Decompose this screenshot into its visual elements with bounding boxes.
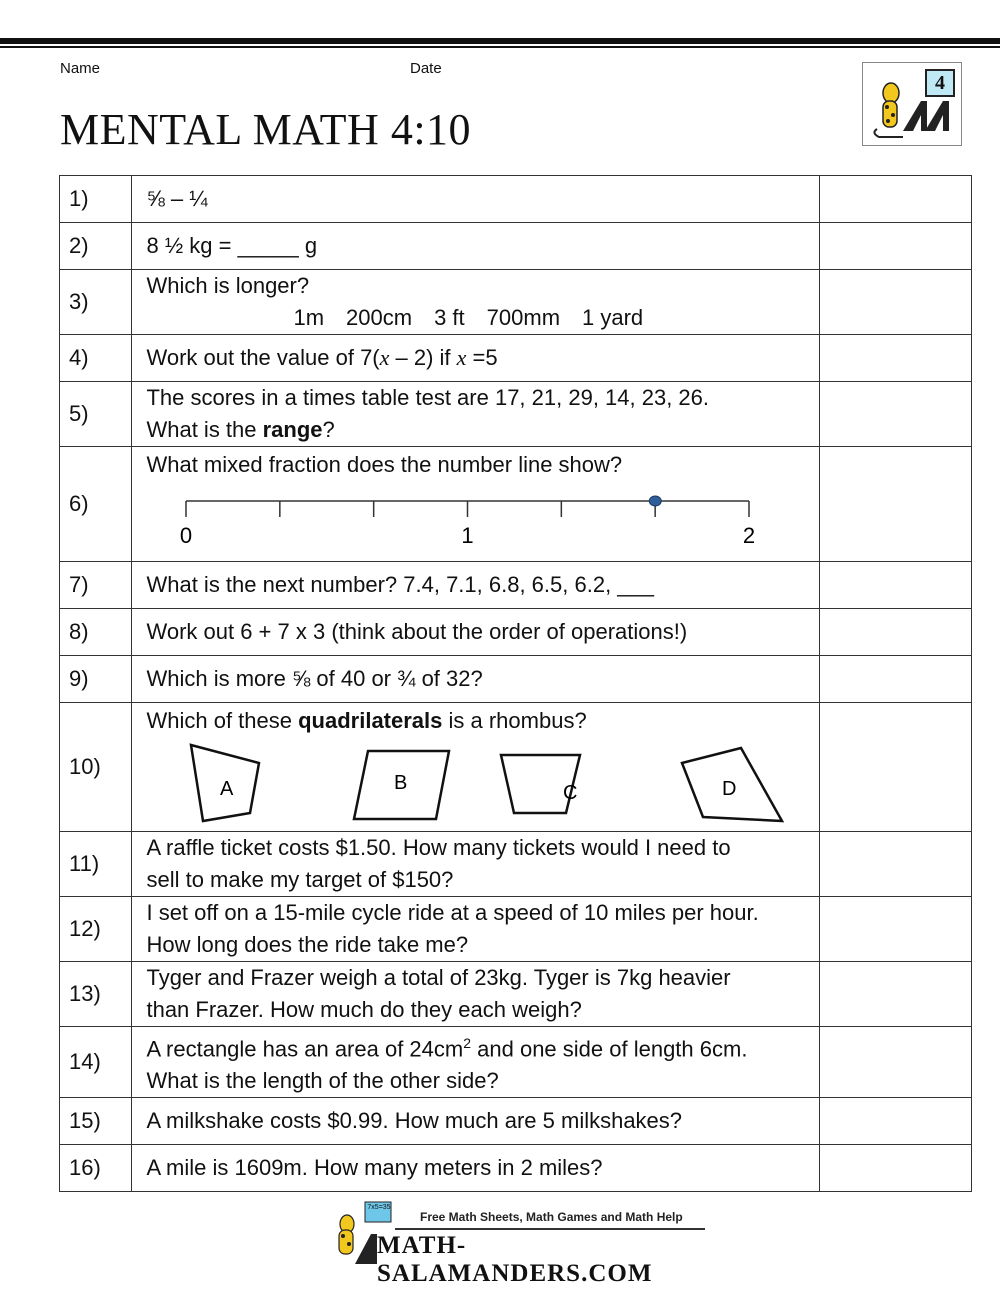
question-number: 5) xyxy=(60,382,132,447)
footer-site[interactable]: MATH-SALAMANDERS.COM xyxy=(377,1232,653,1287)
answer-box[interactable] xyxy=(819,1027,971,1098)
question-prompt: What mixed fraction does the number line show? xyxy=(146,452,623,477)
shape-label-a: A xyxy=(220,778,234,800)
question-text xyxy=(132,962,820,1027)
answer-box[interactable] xyxy=(819,270,971,335)
question-number: 7) xyxy=(60,562,132,609)
answer-box[interactable] xyxy=(819,562,971,609)
number-line-point xyxy=(650,496,662,506)
option: 200cm xyxy=(346,305,413,330)
question-number: 3) xyxy=(60,270,132,335)
text-line xyxy=(146,414,819,446)
text-line: A raffle ticket costs $1.50. How many tickets would I need to xyxy=(146,835,731,860)
question-row xyxy=(60,703,972,832)
question-row xyxy=(60,270,972,335)
top-rule-thin xyxy=(0,46,1000,48)
question-text xyxy=(132,897,820,962)
question-number: 10) xyxy=(60,703,132,832)
question-text: 8 ½ kg = _____ g xyxy=(132,223,820,270)
question-row xyxy=(60,562,972,609)
date-label: Date xyxy=(410,60,442,77)
question-number: 2) xyxy=(60,223,132,270)
answer-box[interactable] xyxy=(819,1098,971,1145)
question-number: 12) xyxy=(60,897,132,962)
answer-box[interactable] xyxy=(819,897,971,962)
footer-logo xyxy=(325,1200,710,1287)
question-text xyxy=(132,1027,820,1098)
question-row xyxy=(60,176,972,223)
footer-rule xyxy=(395,1228,705,1230)
question-number: 9) xyxy=(60,656,132,703)
text-part: What is the xyxy=(146,417,263,442)
question-prompt: Which is longer? xyxy=(146,273,310,298)
option: 1 yard xyxy=(582,305,644,330)
number-line-label: 0 xyxy=(180,523,193,548)
number-line xyxy=(146,481,786,551)
page-title: MENTAL MATH 4:10 xyxy=(60,105,472,154)
superscript: 2 xyxy=(463,1035,472,1051)
number-line-label: 1 xyxy=(461,523,475,548)
grade-logo xyxy=(862,62,962,146)
name-label: Name xyxy=(60,60,101,77)
answer-box[interactable] xyxy=(819,609,971,656)
option: 700mm xyxy=(486,305,561,330)
question-text xyxy=(132,447,820,562)
question-row xyxy=(60,1027,972,1098)
question-number: 14) xyxy=(60,1027,132,1098)
answer-box[interactable] xyxy=(819,447,971,562)
answer-box[interactable] xyxy=(819,656,971,703)
answer-box[interactable] xyxy=(819,223,971,270)
question-number: 6) xyxy=(60,447,132,562)
answer-box[interactable] xyxy=(819,176,971,223)
question-text: What is the next number? 7.4, 7.1, 6.8, 6.5, 6.2, ___ xyxy=(132,562,820,609)
question-row xyxy=(60,656,972,703)
question-row xyxy=(60,1098,972,1145)
question-row xyxy=(60,832,972,897)
question-number: 4) xyxy=(60,335,132,382)
question-row xyxy=(60,382,972,447)
question-row xyxy=(60,335,972,382)
answer-box[interactable] xyxy=(819,335,971,382)
answer-box[interactable] xyxy=(819,832,971,897)
question-row xyxy=(60,1145,972,1192)
question-row xyxy=(60,962,972,1027)
question-text: Which is more ⅝ of 40 or ¾ of 32? xyxy=(132,656,820,703)
footer-badge: 7x5=35 xyxy=(367,1204,391,1211)
answer-box[interactable] xyxy=(819,962,971,1027)
question-row xyxy=(60,223,972,270)
question-number: 16) xyxy=(60,1145,132,1192)
variable-x: x xyxy=(379,345,390,370)
text-line: I set off on a 15-mile cycle ride at a speed of 10 miles per hour. xyxy=(146,900,759,925)
text-part: ? xyxy=(322,417,335,442)
bold-term: quadrilaterals xyxy=(298,708,443,733)
text-part: – 2) if xyxy=(389,345,457,370)
quadrilateral-shapes xyxy=(146,737,806,825)
question-text: ⅝ – ¼ xyxy=(132,176,820,223)
footer-tagline: Free Math Sheets, Math Games and Math Help xyxy=(420,1210,683,1224)
number-line-label: 2 xyxy=(743,523,756,548)
question-row xyxy=(60,447,972,562)
text-part: Work out the value of 7( xyxy=(146,345,380,370)
text-line: than Frazer. How much do they each weigh? xyxy=(146,997,582,1022)
text-line: The scores in a times table test are 17, 21, 29, 14, 23, 26. xyxy=(146,385,710,410)
text-part: Which of these xyxy=(146,708,299,733)
worksheet-table xyxy=(59,175,972,1192)
text-part: is a rhombus? xyxy=(442,708,587,733)
question-text xyxy=(132,270,820,335)
shape-label-d: D xyxy=(722,778,737,800)
length-options xyxy=(293,302,819,334)
question-text: Work out 6 + 7 x 3 (think about the order of operations!) xyxy=(132,609,820,656)
question-text: A milkshake costs $0.99. How much are 5 milkshakes? xyxy=(132,1098,820,1145)
question-text xyxy=(132,703,820,832)
grade-badge: 4 xyxy=(925,69,955,97)
text-line: What is the length of the other side? xyxy=(146,1068,499,1094)
text-line: How long does the ride take me? xyxy=(146,932,469,957)
question-number: 1) xyxy=(60,176,132,223)
shape-label-b: B xyxy=(394,772,408,794)
answer-box[interactable] xyxy=(819,1145,971,1192)
top-rule xyxy=(0,38,1000,44)
question-row xyxy=(60,609,972,656)
text-line xyxy=(146,1027,819,1065)
text-part: A rectangle has an area of 24cm xyxy=(146,1036,464,1062)
shape-label-c: C xyxy=(563,782,578,804)
option: 3 ft xyxy=(434,305,465,330)
answer-box[interactable] xyxy=(819,382,971,447)
variable-x: x xyxy=(456,345,467,370)
text-part: and one side of length 6cm. xyxy=(471,1036,748,1062)
question-text: A mile is 1609m. How many meters in 2 miles? xyxy=(132,1145,820,1192)
text-part: =5 xyxy=(466,345,498,370)
question-number: 15) xyxy=(60,1098,132,1145)
question-number: 13) xyxy=(60,962,132,1027)
bold-term: range xyxy=(262,417,323,442)
answer-box[interactable] xyxy=(819,703,971,832)
question-text xyxy=(132,832,820,897)
question-prompt xyxy=(146,705,819,737)
question-number: 11) xyxy=(60,832,132,897)
text-line: sell to make my target of $150? xyxy=(146,867,454,892)
question-text xyxy=(132,335,820,382)
question-row xyxy=(60,897,972,962)
text-line: Tyger and Frazer weigh a total of 23kg. Tyger is 7kg heavier xyxy=(146,965,731,990)
question-text xyxy=(132,382,820,447)
option: 1m xyxy=(293,305,325,330)
question-number: 8) xyxy=(60,609,132,656)
